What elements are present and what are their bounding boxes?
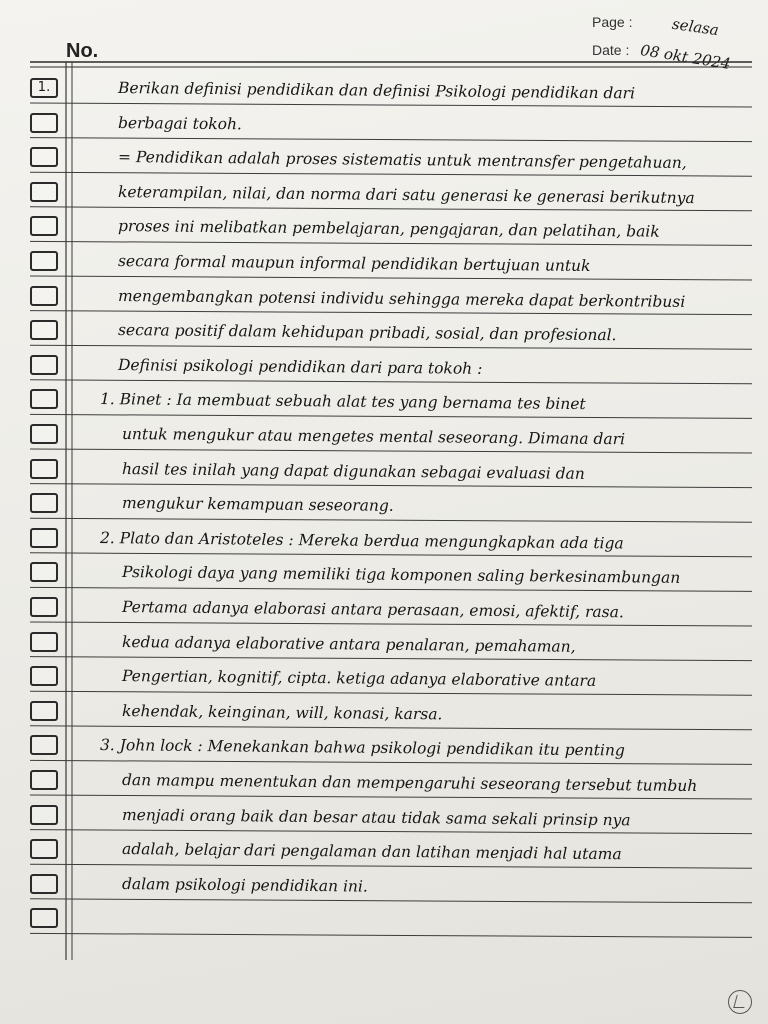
date-value: 08 okt 2024 [639, 40, 732, 74]
row-checkbox [30, 770, 58, 790]
row-checkbox [30, 805, 58, 825]
row-checkbox [30, 251, 58, 271]
number-label: No. [66, 40, 99, 62]
row-checkbox [30, 355, 58, 375]
handwritten-line: berbagai tokoh. [117, 113, 243, 133]
handwritten-line: = Pendidikan adalah proses sistematis untuk mentransfer pengetahuan, [117, 148, 687, 173]
row-checkbox [30, 597, 58, 617]
handwritten-line: Definisi psikologi pendidikan dari para tokoh : [117, 355, 483, 378]
handwritten-line: proses ini melibatkan pembelajaran, pengajaran, dan pelatihan, baik [117, 217, 660, 242]
row-checkbox [30, 632, 58, 652]
row-checkbox [30, 320, 58, 340]
row-checkbox [30, 216, 58, 236]
row-checkbox [30, 666, 58, 686]
row-checkbox [30, 389, 58, 409]
row-checkbox [30, 735, 58, 755]
row-checkbox [30, 701, 58, 721]
row-checkbox [30, 182, 58, 202]
handwritten-line: mengembangkan potensi individu sehingga mereka dapat berkontribusi [117, 286, 686, 311]
corner-logo-icon [728, 990, 752, 1014]
question-number-box: 1. [30, 78, 58, 98]
handwritten-line: untuk mengukur atau mengetes mental seseorang. Dimana dari [121, 425, 626, 449]
handwritten-line: kehendak, keinginan, will, konasi, karsa. [121, 701, 443, 724]
handwritten-line: 2. Plato dan Aristoteles : Mereka berdua mengungkapkan ada tiga [99, 528, 624, 553]
page-value: selasa [670, 14, 720, 40]
row-checkbox [30, 147, 58, 167]
handwritten-line: Berikan definisi pendidikan dan definisi Psikologi pendidikan dari [117, 79, 636, 103]
handwritten-line: keterampilan, nilai, dan norma dari satu generasi ke generasi berikutnya [117, 182, 695, 207]
date-label: Date : [592, 42, 630, 58]
row-checkbox [30, 113, 58, 133]
row-checkbox [30, 493, 58, 513]
handwritten-line: 1. Binet : Ia membuat sebuah alat tes yang bernama tes binet [99, 390, 586, 414]
page-label: Page : [592, 14, 633, 30]
handwritten-line: Pengertian, kognitif, cipta. ketiga adanya elaborative antara [121, 667, 597, 691]
row-checkbox [30, 459, 58, 479]
row-checkbox [30, 286, 58, 306]
row-checkbox [30, 839, 58, 859]
handwritten-line: secara formal maupun informal pendidikan bertujuan untuk [117, 252, 591, 275]
row-checkbox [30, 562, 58, 582]
handwritten-line: dan mampu menentukan dan mempengaruhi seseorang tersebut tumbuh [121, 771, 698, 796]
handwritten-line: kedua adanya elaborative antara penalaran, pemahaman, [121, 632, 576, 656]
row-checkbox [30, 424, 58, 444]
handwritten-line: 3. John lock : Menekankan bahwa psikologi pendidikan itu penting [99, 736, 625, 760]
handwritten-line: adalah, belajar dari pengalaman dan latihan menjadi hal utama [121, 840, 622, 864]
row-checkbox [30, 908, 58, 928]
handwritten-line: Psikologi daya yang memiliki tiga komponen saling berkesinambungan [121, 563, 681, 588]
handwritten-line: menjadi orang baik dan besar atau tidak sama sekali prinsip nya [121, 805, 631, 829]
handwritten-line: secara positif dalam kehidupan pribadi, sosial, dan profesional. [117, 321, 617, 345]
handwritten-line: dalam psikologi pendidikan ini. [121, 874, 368, 896]
handwritten-line: mengukur kemampuan seseorang. [121, 494, 394, 516]
handwritten-line: Pertama adanya elaborasi antara perasaan, emosi, afektif, rasa. [121, 598, 624, 622]
row-checkbox [30, 528, 58, 548]
row-checkbox [30, 874, 58, 894]
handwritten-line: hasil tes inilah yang dapat digunakan sebagai evaluasi dan [121, 459, 585, 483]
